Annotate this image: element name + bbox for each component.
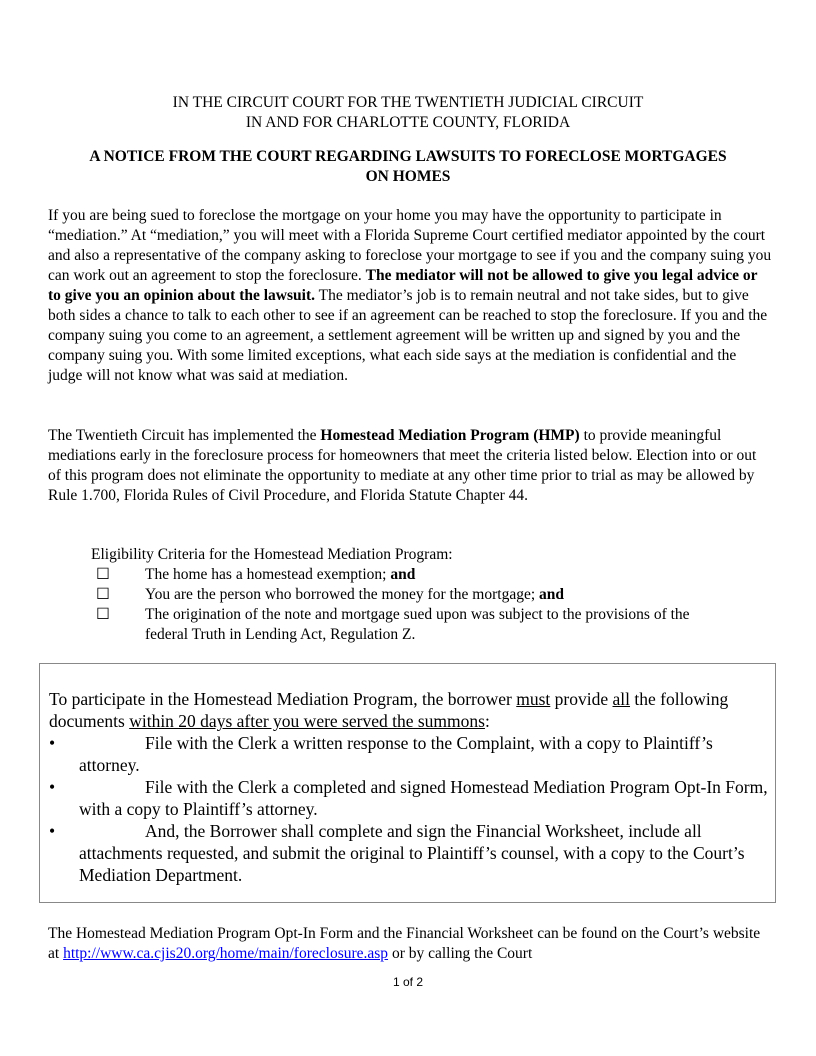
mediator-warning-bold: The mediator will not be allowed to give you legal advice or to give you an opinion about the lawsuit. xyxy=(48,267,758,304)
court-header-line-1: IN THE CIRCUIT COURT FOR THE TWENTIETH JUDICIAL CIRCUIT xyxy=(172,94,644,111)
court-header xyxy=(48,93,768,133)
eligibility-item-and: and xyxy=(539,586,565,603)
eligibility-list xyxy=(96,565,736,645)
checkbox-icon: ☐ xyxy=(96,606,110,623)
requirement-item xyxy=(49,732,769,776)
checkbox-icon: ☐ xyxy=(96,566,110,583)
bullet-icon: • xyxy=(49,777,56,797)
requirements-intro-b: provide xyxy=(550,689,613,709)
requirements-box xyxy=(39,663,776,903)
mediation-paragraph xyxy=(48,206,772,386)
notice-title-line-2: ON HOMES xyxy=(365,168,451,185)
forms-paragraph xyxy=(48,924,772,964)
eligibility-item xyxy=(96,605,736,645)
page-number: 1 of 2 xyxy=(392,975,424,989)
requirement-item xyxy=(49,776,769,820)
eligibility-item xyxy=(96,585,736,605)
hmp-text-b: to provide meaningful mediations early in the foreclosure process for homeowners that meet the criteria listed below. Election into or out of this program does not eliminate the opportunity to mediate at any other time prior to trial as may be allowed by Rule 1.700, Florida Rules of Civil Procedure, and Florida Statute Chapter 44. xyxy=(48,427,757,504)
hmp-name-bold: Homestead Mediation Program (HMP) xyxy=(320,427,580,444)
requirements-intro-c: the following documents xyxy=(49,689,729,731)
bullet-icon: • xyxy=(49,821,56,841)
eligibility-item xyxy=(96,565,736,585)
hmp-paragraph xyxy=(48,426,772,506)
foreclosure-website-link[interactable]: http://www.ca.cjis20.org/home/main/foreclosure.asp xyxy=(63,945,389,962)
requirement-item xyxy=(49,820,769,886)
court-header-line-2: IN AND FOR CHARLOTTE COUNTY, FLORIDA xyxy=(245,114,571,131)
eligibility-item-and: and xyxy=(390,566,416,583)
bullet-icon: • xyxy=(49,733,56,753)
eligibility-item-text: The home has a homestead exemption; xyxy=(145,566,391,583)
requirement-text: And, the Borrower shall complete and sign the Financial Worksheet, include all attachments requested, and submit the original to Plaintiff’s counsel, with a copy to the Court’s Mediation Department. xyxy=(79,821,745,885)
mediation-text-a: If you are being sued to foreclose the mortgage on your home you may have the opportunity to participate in “mediation.” At “mediation,” you will meet with a Florida Supreme Court certified mediator appointed by the court and also a representative of the company asking to foreclose your mortgage to see if you and the company suing you can work out an agreement to stop the foreclosure. xyxy=(48,207,772,284)
requirements-must: must xyxy=(516,689,551,709)
requirement-text: File with the Clerk a written response to the Complaint, with a copy to Plaintiff’s attorney. xyxy=(79,733,713,775)
forms-text-a: The Homestead Mediation Program Opt-In Form and the Financial Worksheet can be found on the Court’s website at xyxy=(48,925,761,962)
notice-title xyxy=(48,147,768,187)
requirement-text: File with the Clerk a completed and signed Homestead Mediation Program Opt-In Form, with a copy to Plaintiff’s attorney. xyxy=(79,777,768,819)
notice-title-line-1: A NOTICE FROM THE COURT REGARDING LAWSUITS TO FORECLOSE MORTGAGES xyxy=(89,148,727,165)
requirements-deadline: within 20 days after you were served the summons xyxy=(129,711,485,731)
forms-text-b: or by calling the Court xyxy=(388,945,533,962)
requirements-intro-d: : xyxy=(484,711,490,731)
mediation-text-b: The mediator’s job is to remain neutral and not take sides, but to give both sides a chance to talk to each other to see if an agreement can be reached to stop the foreclosure. If you and the company suing you come to an agreement, a settlement agreement will be written up and signed by you and the company suing you. With some limited exceptions, what each side says at the mediation is confidential and the judge will not know what was said at mediation. xyxy=(48,287,768,384)
requirements-intro-a: To participate in the Homestead Mediation Program, the borrower xyxy=(49,689,517,709)
eligibility-item-text: The origination of the note and mortgage sued upon was subject to the provisions of the federal Truth in Lending Act, Regulation Z. xyxy=(145,606,690,643)
eligibility-title: Eligibility Criteria for the Homestead Mediation Program: xyxy=(91,546,453,563)
hmp-text-a: The Twentieth Circuit has implemented the xyxy=(48,427,321,444)
requirements-all: all xyxy=(612,689,631,709)
requirements-intro xyxy=(49,688,764,732)
requirements-list xyxy=(49,732,769,886)
eligibility-item-text: You are the person who borrowed the money for the mortgage; xyxy=(145,586,540,603)
checkbox-icon: ☐ xyxy=(96,586,110,603)
